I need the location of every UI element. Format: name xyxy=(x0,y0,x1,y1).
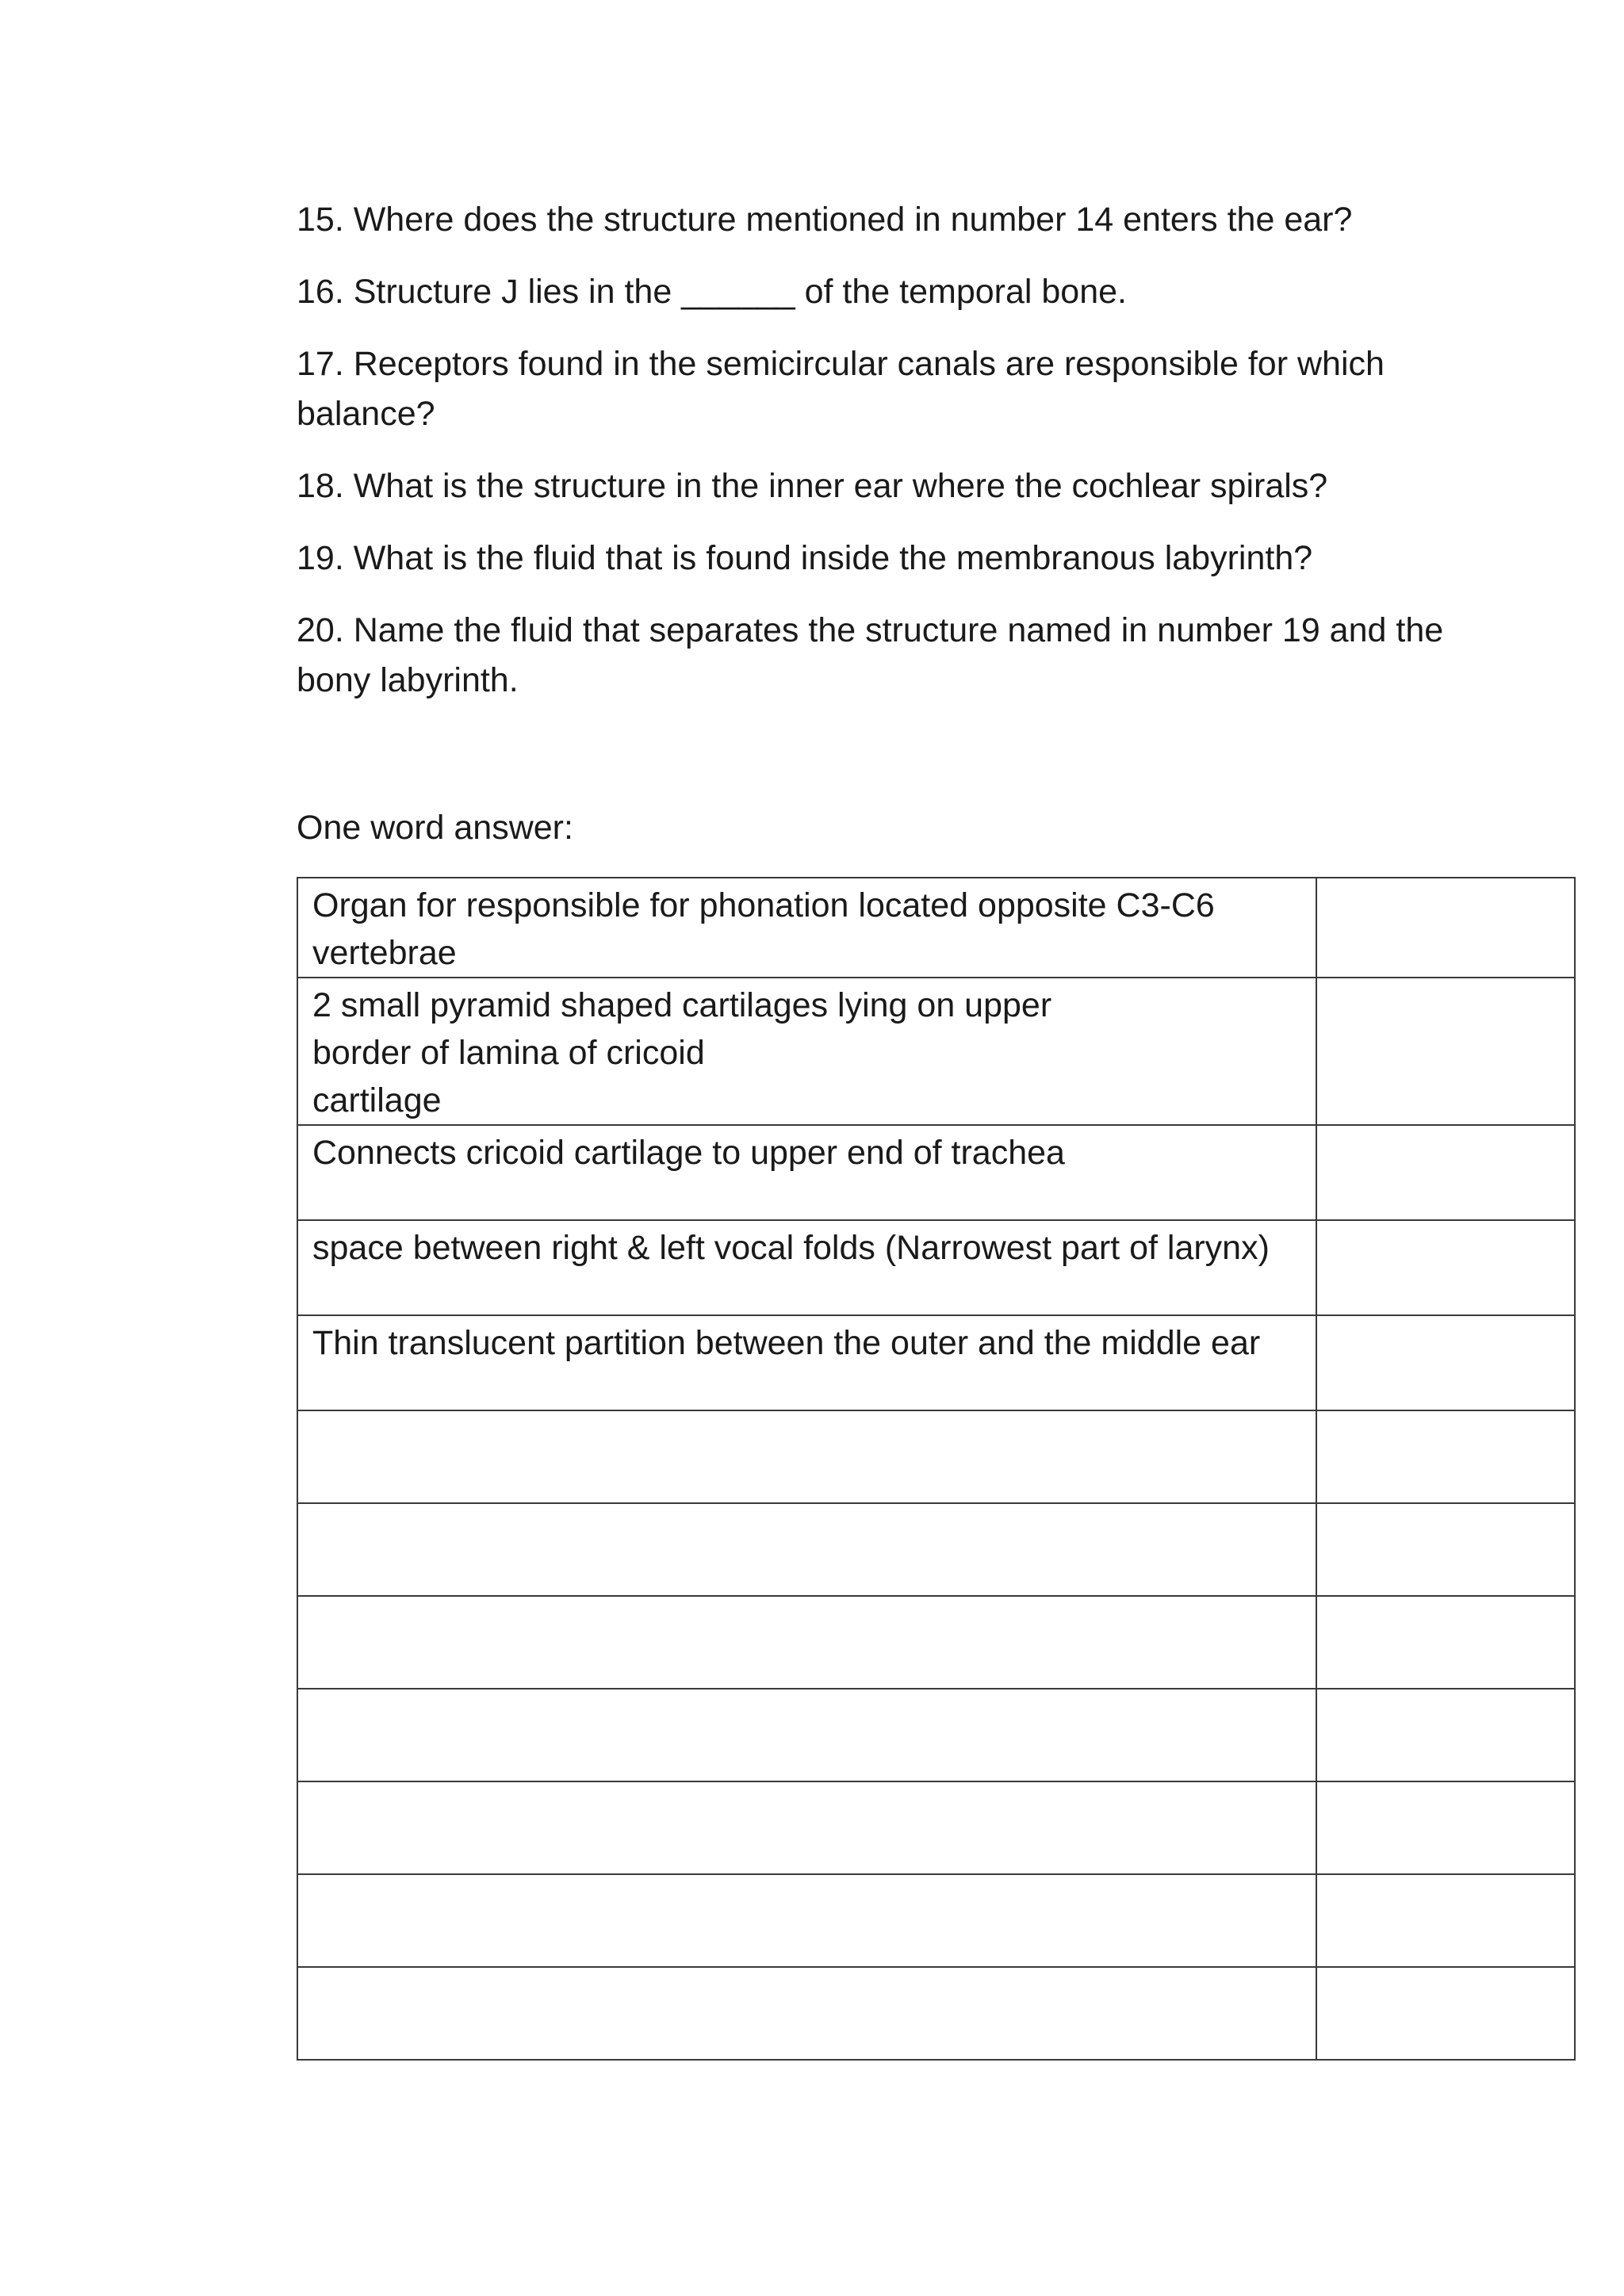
table-row xyxy=(297,1967,1575,2060)
prompt-cell xyxy=(297,1315,1316,1410)
answer-cell[interactable] xyxy=(1316,1125,1575,1220)
prompt-cell xyxy=(297,1220,1316,1315)
answer-cell[interactable] xyxy=(1316,1315,1575,1410)
prompt-text: Organ for responsible for phonation located opposite C3-C6 vertebrae xyxy=(312,886,1215,972)
prompt-cell xyxy=(297,1596,1316,1689)
answer-cell[interactable] xyxy=(1316,1220,1575,1315)
question-19: 19. What is the fluid that is found inside the membranous labyrinth? xyxy=(297,539,1313,577)
question-20: 20. Name the fluid that separates the structure named in number 19 and the bony labyrinth. xyxy=(297,611,1454,699)
prompt-cell xyxy=(297,1874,1316,1967)
prompt-cell xyxy=(297,1125,1316,1220)
prompt-cell xyxy=(297,1503,1316,1596)
table-row xyxy=(297,1874,1575,1967)
prompt-text: 2 small pyramid shaped cartilages lying on upper border of lamina of cricoid cartilage xyxy=(312,986,1052,1119)
section-heading-one-word-answer: One word answer: xyxy=(297,809,573,847)
table-row xyxy=(297,878,1575,978)
answer-cell[interactable] xyxy=(1316,1410,1575,1503)
prompt-cell xyxy=(297,878,1316,978)
table-row xyxy=(297,1315,1575,1410)
question-15: 15. Where does the structure mentioned in number 14 enters the ear? xyxy=(297,201,1353,239)
table-row xyxy=(297,1689,1575,1781)
prompt-cell xyxy=(297,1781,1316,1874)
question-17: 17. Receptors found in the semicircular canals are responsible for which balance? xyxy=(297,345,1394,433)
table-row xyxy=(297,1220,1575,1315)
answer-cell[interactable] xyxy=(1316,1781,1575,1874)
answer-cell[interactable] xyxy=(1316,878,1575,978)
prompt-cell xyxy=(297,1967,1316,2060)
prompt-text: Thin translucent partition between the outer and the middle ear xyxy=(312,1324,1261,1362)
answer-cell[interactable] xyxy=(1316,1967,1575,2060)
answer-cell[interactable] xyxy=(1316,1689,1575,1781)
answer-cell[interactable] xyxy=(1316,1596,1575,1689)
table-row xyxy=(297,1503,1575,1596)
prompt-text: Connects cricoid cartilage to upper end of trachea xyxy=(312,1134,1065,1172)
answer-cell[interactable] xyxy=(1316,978,1575,1125)
prompt-cell xyxy=(297,1689,1316,1781)
one-word-answer-table xyxy=(297,877,1576,2061)
question-16: 16. Structure J lies in the ______ of the temporal bone. xyxy=(297,273,1127,311)
table-row xyxy=(297,978,1575,1125)
answer-cell[interactable] xyxy=(1316,1503,1575,1596)
prompt-text: space between right & left vocal folds (Narrowest part of larynx) xyxy=(312,1229,1270,1267)
prompt-cell xyxy=(297,1410,1316,1503)
table-row xyxy=(297,1410,1575,1503)
answer-cell[interactable] xyxy=(1316,1874,1575,1967)
table-row xyxy=(297,1781,1575,1874)
prompt-cell xyxy=(297,978,1316,1125)
table-row xyxy=(297,1596,1575,1689)
table-row xyxy=(297,1125,1575,1220)
question-list xyxy=(297,195,1454,728)
question-18: 18. What is the structure in the inner ear where the cochlear spirals? xyxy=(297,467,1328,505)
